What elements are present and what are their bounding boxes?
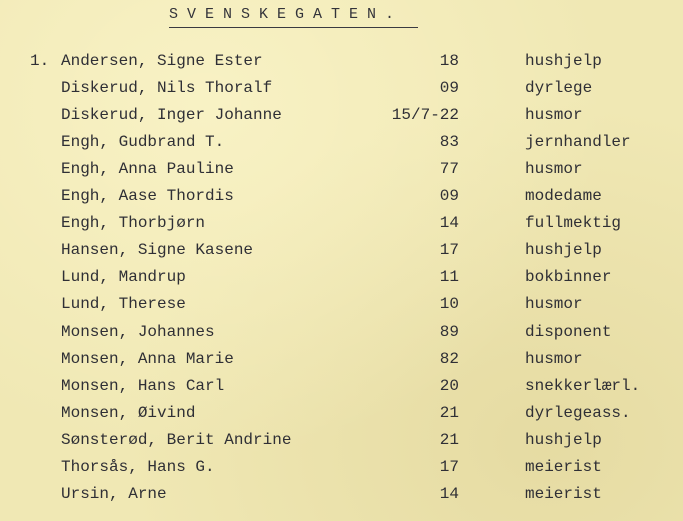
person-name: Engh, Gudbrand T.: [61, 133, 225, 152]
person-name: Lund, Therese: [61, 295, 186, 314]
person-name: Monsen, Hans Carl: [61, 376, 225, 395]
occupation: meierist: [525, 484, 602, 503]
birth-year: 82: [439, 349, 459, 368]
list-row: [0, 129, 683, 156]
person-name: Engh, Aase Thordis: [61, 187, 234, 206]
occupation: hushjelp: [525, 52, 602, 70]
birth-year: 15/7-22: [391, 106, 459, 125]
birth-year: 77: [439, 160, 459, 179]
occupation: fullmektig: [525, 214, 622, 233]
birth-year: 21: [439, 430, 459, 449]
birth-year: 09: [439, 79, 459, 98]
occupation: disponent: [525, 322, 612, 341]
list-row: [0, 400, 683, 427]
row-number: 1.: [30, 52, 50, 70]
person-name: Diskerud, Inger Johanne: [61, 106, 282, 125]
occupation: hushjelp: [525, 430, 602, 449]
birth-year: 17: [439, 457, 459, 476]
occupation: snekkerlærl.: [525, 376, 641, 395]
person-name: Sønsterød, Berit Andrine: [61, 430, 292, 449]
list-row: [0, 291, 683, 318]
occupation: modedame: [525, 187, 602, 206]
birth-year: 10: [439, 295, 459, 314]
occupation: husmor: [525, 160, 583, 179]
list-row: [0, 346, 683, 373]
birth-year: 18: [439, 52, 459, 70]
list-row: [0, 454, 683, 481]
person-name: Monsen, Anna Marie: [61, 349, 234, 368]
person-name: Thorsås, Hans G.: [61, 457, 215, 476]
person-name: Monsen, Øivind: [61, 403, 196, 422]
list-row: [0, 183, 683, 210]
list-row: [0, 319, 683, 346]
list-row: [0, 373, 683, 400]
occupation: husmor: [525, 295, 583, 314]
title-underline: [169, 27, 418, 28]
birth-year: 14: [439, 484, 459, 503]
person-name: Ursin, Arne: [61, 484, 167, 503]
occupation: meierist: [525, 457, 602, 476]
birth-year: 11: [439, 268, 459, 287]
occupation: husmor: [525, 349, 583, 368]
birth-year: 21: [439, 403, 459, 422]
occupation: bokbinner: [525, 268, 612, 287]
person-name: Diskerud, Nils Thoralf: [61, 79, 273, 98]
birth-year: 14: [439, 214, 459, 233]
list-row: [0, 481, 683, 508]
person-name: Lund, Mandrup: [61, 268, 186, 287]
list-row: [0, 75, 683, 102]
person-name: Engh, Anna Pauline: [61, 160, 234, 179]
occupation: husmor: [525, 106, 583, 125]
occupation: dyrlegeass.: [525, 403, 631, 422]
birth-year: 09: [439, 187, 459, 206]
list-row: [0, 102, 683, 129]
list-row: [0, 427, 683, 454]
birth-year: 20: [439, 376, 459, 395]
person-name: Hansen, Signe Kasene: [61, 241, 254, 260]
list-row: [0, 237, 683, 264]
list-row: [0, 156, 683, 183]
birth-year: 17: [439, 241, 459, 260]
person-name: Andersen, Signe Ester: [61, 52, 263, 70]
list-row: [0, 48, 683, 75]
document-title: S V E N S K E G A T E N .: [169, 6, 395, 23]
list-row: [0, 210, 683, 237]
list-row: [0, 264, 683, 291]
birth-year: 83: [439, 133, 459, 152]
occupation: jernhandler: [525, 133, 631, 152]
birth-year: 89: [439, 322, 459, 341]
occupation: dyrlege: [525, 79, 593, 98]
person-name: Monsen, Johannes: [61, 322, 215, 341]
person-name: Engh, Thorbjørn: [61, 214, 206, 233]
occupation: hushjelp: [525, 241, 602, 260]
